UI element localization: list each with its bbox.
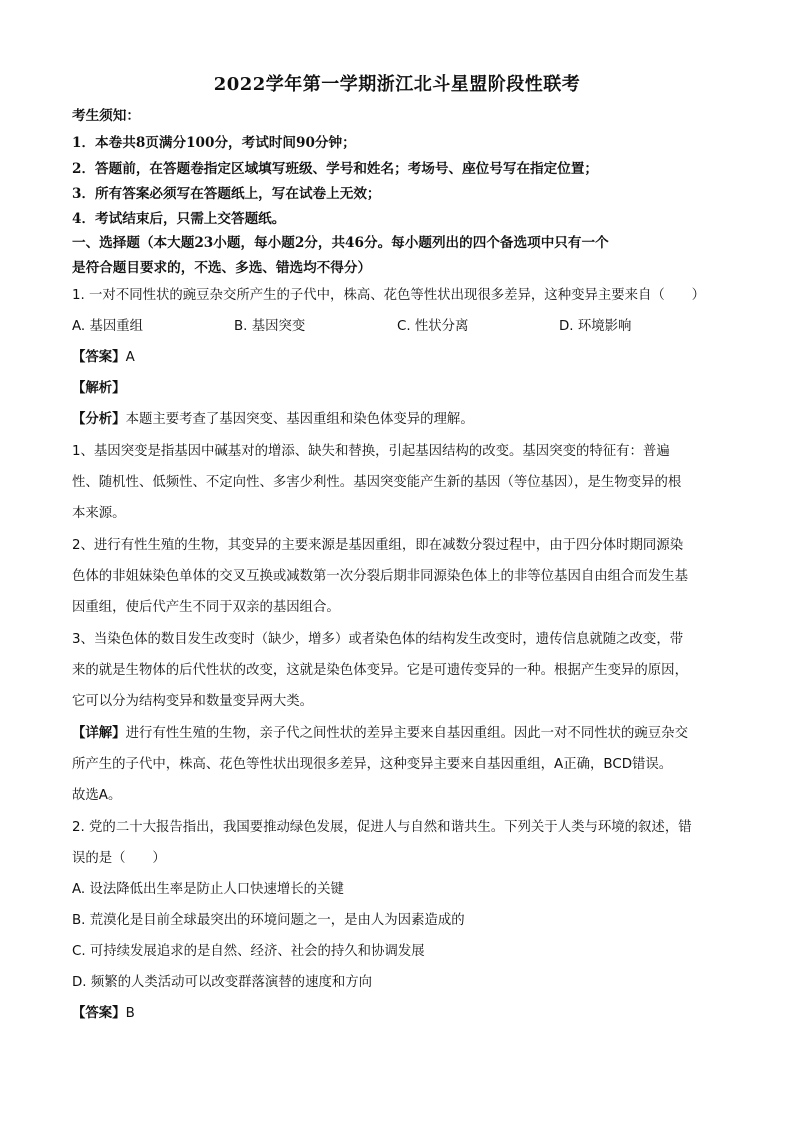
point-3-line-3: 它可以分为结构变异和数量变异两大类。 (72, 694, 314, 709)
q2-option-c: C. 可持续发展追求的是自然、经济、社会的持久和协调发展 (72, 944, 425, 959)
detail-text: 进行有性生殖的生物，亲子代之间性状的差异主要来自基因重组。因此一对不同性状的豌豆杂交 (125, 726, 688, 741)
section-header-line-2: 是符合题目要求的，不选、多选、错选均不得分） (72, 260, 372, 276)
q1-stem: 1. 一对不同性状的豌豆杂交所产生的子代中，株高、花色等性状出现很多差异，这种变异主要来自（ ） (72, 288, 705, 303)
q1-answer (72, 346, 135, 365)
point-3-line-2: 来的就是生物体的后代性状的改变，这就是染色体变异。它是可遗传变异的一种。根据产生变异的原因， (72, 663, 688, 678)
point-2-line-3: 因重组，使后代产生不同于双亲的基因组合。 (72, 600, 340, 615)
point-3-line-1: 3、当染色体的数目发生改变时（缺少，增多）或者染色体的结构发生改变时，遗传信息就随之改变，带 (72, 632, 684, 647)
answer-tag: 【答案】 (72, 350, 126, 365)
notice-heading: 考生须知： (72, 108, 140, 124)
detail-line-1 (72, 722, 688, 741)
page-title: 2022学年第一学期浙江北斗星盟阶段性联考 (213, 74, 581, 95)
notice-item-4: 4．考试结束后，只需上交答题纸。 (72, 211, 286, 227)
notice-item-3: 3．所有答案必须写在答题纸上，写在试卷上无效； (72, 186, 381, 202)
point-2-line-2: 色体的非姐妹染色单体的交叉互换或减数第一次分裂后期非同源染色体上的非等位基因自由组合而发生基 (72, 569, 688, 584)
notice-item-2: 2．答题前，在答题卷指定区域填写班级、学号和姓名；考场号、座位号写在指定位置； (72, 161, 599, 177)
point-2-line-1: 2、进行有性生殖的生物，其变异的主要来源是基因重组，即在减数分裂过程中，由于四分体时期同源染 (72, 538, 684, 553)
q2-answer (72, 1002, 135, 1021)
q1-option-d: D. 环境影响 (559, 319, 632, 334)
detail-line-2: 所产生的子代中，株高、花色等性状出现很多差异，这种变异主要来自基因重组，A正确，BCD错误。 (72, 757, 673, 772)
answer-value: A (125, 350, 135, 365)
q2-option-a: A. 设法降低出生率是防止人口快速增长的关键 (72, 882, 344, 897)
section-header-line-1: 一、选择题（本大题23小题，每小题2分，共46分。每小题列出的四个备选项中只有一个 (72, 235, 609, 251)
q2-option-b: B. 荒漠化是目前全球最突出的环境问题之一，是由人为因素造成的 (72, 913, 465, 928)
answer-value: B (125, 1006, 135, 1021)
q2-stem-line-1: 2. 党的二十大报告指出，我国要推动绿色发展，促进人与自然和谐共生。下列关于人类与环境的叙述，错 (72, 820, 692, 835)
detail-tag: 【详解】 (72, 726, 126, 741)
q1-option-c: C. 性状分离 (397, 319, 469, 334)
q1-analysis-tag: 【解析】 (72, 381, 126, 396)
detail-line-3: 故选A。 (72, 788, 122, 803)
q1-fenxi (72, 408, 474, 427)
fenxi-tag: 【分析】 (72, 412, 126, 427)
q2-stem-line-2: 误的是（ ） (72, 851, 166, 866)
q1-option-b: B. 基因突变 (234, 319, 306, 334)
notice-item-1: 1．本卷共8页满分100分，考试时间90分钟； (72, 135, 356, 151)
point-1-line-1: 1、基因突变是指基因中碱基对的增添、缺失和替换，引起基因结构的改变。基因突变的特征有：普遍 (72, 444, 670, 459)
fenxi-text: 本题主要考查了基因突变、基因重组和染色体变异的理解。 (125, 412, 474, 427)
point-1-line-3: 本来源。 (72, 506, 126, 521)
q1-option-a: A. 基因重组 (72, 319, 143, 334)
point-1-line-2: 性、随机性、低频性、不定向性、多害少利性。基因突变能产生新的基因（等位基因），是生物变异的根 (72, 475, 682, 490)
q2-option-d: D. 频繁的人类活动可以改变群落演替的速度和方向 (72, 975, 373, 990)
answer-tag: 【答案】 (72, 1006, 126, 1021)
